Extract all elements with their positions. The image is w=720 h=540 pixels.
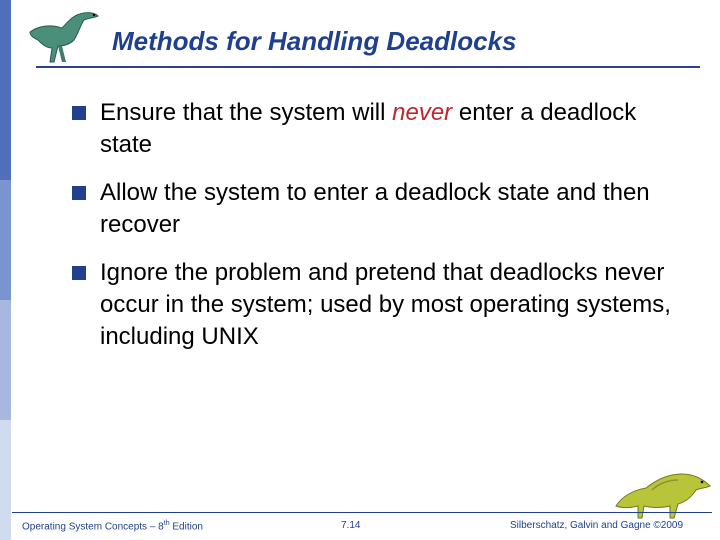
bullet-text: Ensure that the system will xyxy=(100,99,393,126)
footer-divider xyxy=(12,512,712,513)
slide-title: Methods for Handling Deadlocks xyxy=(112,26,517,56)
bullet-text: Ignore the problem and pretend that deadlocks never occur in the system; used by most operating systems, including UNIX xyxy=(100,259,671,350)
footer-book-title xyxy=(22,520,203,532)
bullet-text: Allow the system to enter a deadlock state and then recover xyxy=(100,179,650,238)
footer-copyright: Silberschatz, Galvin and Gagne ©2009 xyxy=(510,520,684,531)
title-underline xyxy=(36,66,700,68)
bullet-emphasis: never xyxy=(392,99,453,126)
bullet-list xyxy=(72,97,692,369)
bullet-item xyxy=(72,177,692,241)
bullet-marker-icon xyxy=(72,106,86,120)
footer-book-suffix: Edition xyxy=(169,521,203,533)
footer-page-number: 7.14 xyxy=(341,520,361,531)
dinosaur-icon xyxy=(24,4,114,66)
left-decorative-bar xyxy=(0,0,11,540)
bullet-marker-icon xyxy=(72,186,86,200)
footer-book-sup: th xyxy=(163,520,170,527)
bullet-item xyxy=(72,97,692,161)
bullet-marker-icon xyxy=(72,266,86,280)
bullet-text: enter a deadlock state xyxy=(100,99,637,158)
bullet-item xyxy=(72,257,692,353)
footer-book-prefix: Operating System Concepts – 8 xyxy=(22,521,164,533)
